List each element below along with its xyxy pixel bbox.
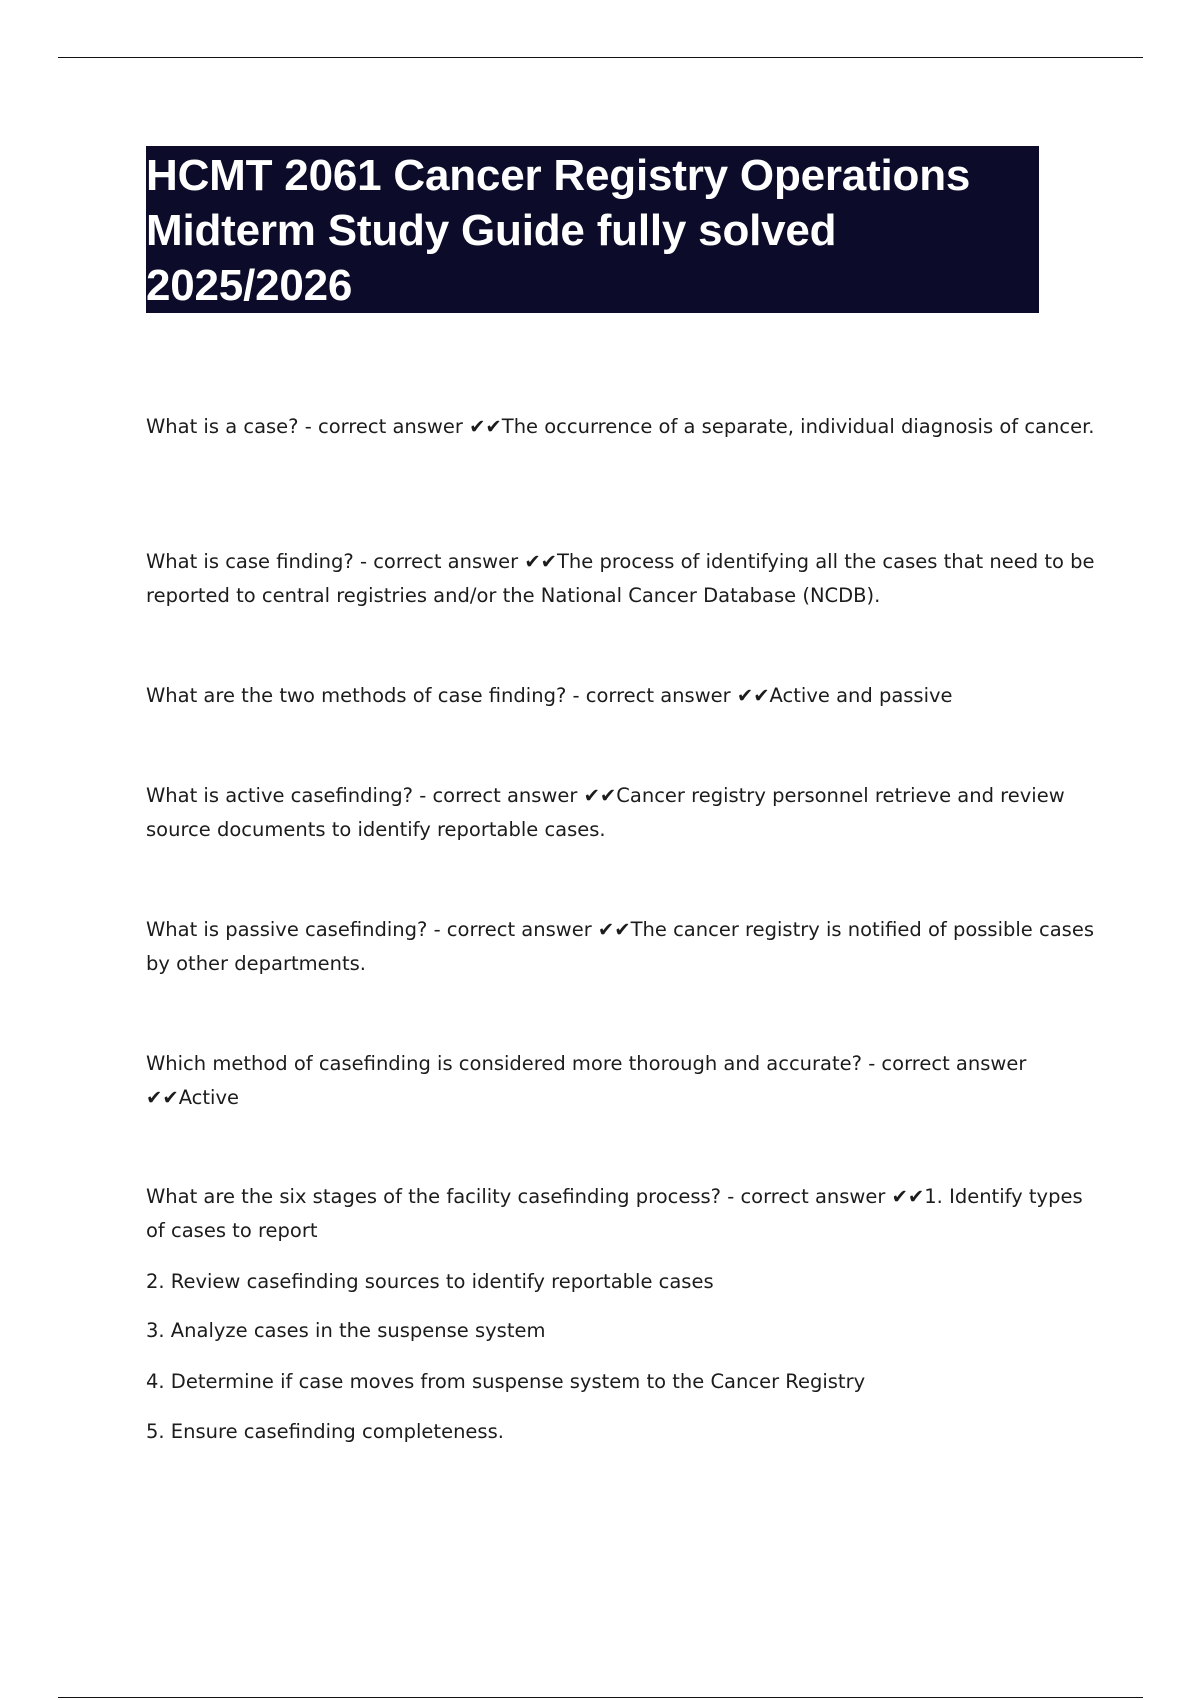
answer-separator: - correct answer (353, 550, 525, 573)
answer-separator: - correct answer (721, 1185, 892, 1208)
bottom-rule (58, 1697, 1143, 1698)
question-text: What is case finding? (146, 550, 354, 573)
list-item: 3. Analyze cases in the suspense system (146, 1319, 546, 1342)
double-check-icon: ✔✔ (597, 918, 631, 941)
double-check-icon: ✔✔ (524, 550, 557, 573)
page-title: HCMT 2061 Cancer Registry Operations Midterm Study Guide fully solved 2025/2026 (146, 151, 971, 310)
question-text: Which method of casefinding is considered more thorough and accurate? (146, 1052, 862, 1075)
top-rule (58, 57, 1143, 58)
qa-item (146, 1047, 1096, 1115)
qa-item (146, 545, 1096, 613)
qa-item (146, 410, 1096, 444)
list-item: 2. Review casefinding sources to identify reportable cases (146, 1270, 714, 1293)
answer-text: Cancer registry personnel retrieve and review source documents to identify reportable cases. (146, 784, 1065, 841)
question-text: What are the six stages of the facility casefinding process? (146, 1185, 722, 1208)
answer-text: The cancer registry is notified of possible cases by other departments. (146, 918, 1094, 975)
qa-item (146, 913, 1096, 981)
double-check-icon: ✔✔ (469, 415, 502, 438)
qa-item (146, 779, 1096, 847)
question-text: What are the two methods of case finding? (146, 684, 567, 707)
list-item: 5. Ensure casefinding completeness. (146, 1420, 504, 1443)
double-check-icon: ✔✔ (146, 1086, 179, 1109)
list-item: 4. Determine if case moves from suspense system to the Cancer Registry (146, 1370, 866, 1393)
double-check-icon: ✔✔ (891, 1185, 925, 1208)
answer-separator: - correct answer (298, 415, 470, 438)
title-banner (146, 146, 1039, 313)
answer-text: Active and passive (769, 684, 953, 707)
qa-item (146, 1180, 1096, 1248)
question-text: What is active casefinding? (146, 784, 414, 807)
answer-separator: - correct answer (427, 918, 598, 941)
answer-separator: - correct answer (862, 1052, 1027, 1075)
answer-text: The occurrence of a separate, individual diagnosis of cancer. (501, 415, 1095, 438)
question-text: What is a case? (146, 415, 299, 438)
double-check-icon: ✔✔ (583, 784, 617, 807)
qa-item (146, 679, 1096, 713)
answer-separator: - correct answer (413, 784, 584, 807)
double-check-icon: ✔✔ (736, 684, 770, 707)
answer-text: Active (178, 1086, 240, 1109)
answer-separator: - correct answer (566, 684, 737, 707)
question-text: What is passive casefinding? (146, 918, 428, 941)
answer-text: The process of identifying all the cases that need to be reported to central registries and/or the National Cancer Database (NCDB). (146, 550, 1095, 607)
answer-text: 1. Identify types of cases to report (146, 1185, 1083, 1242)
